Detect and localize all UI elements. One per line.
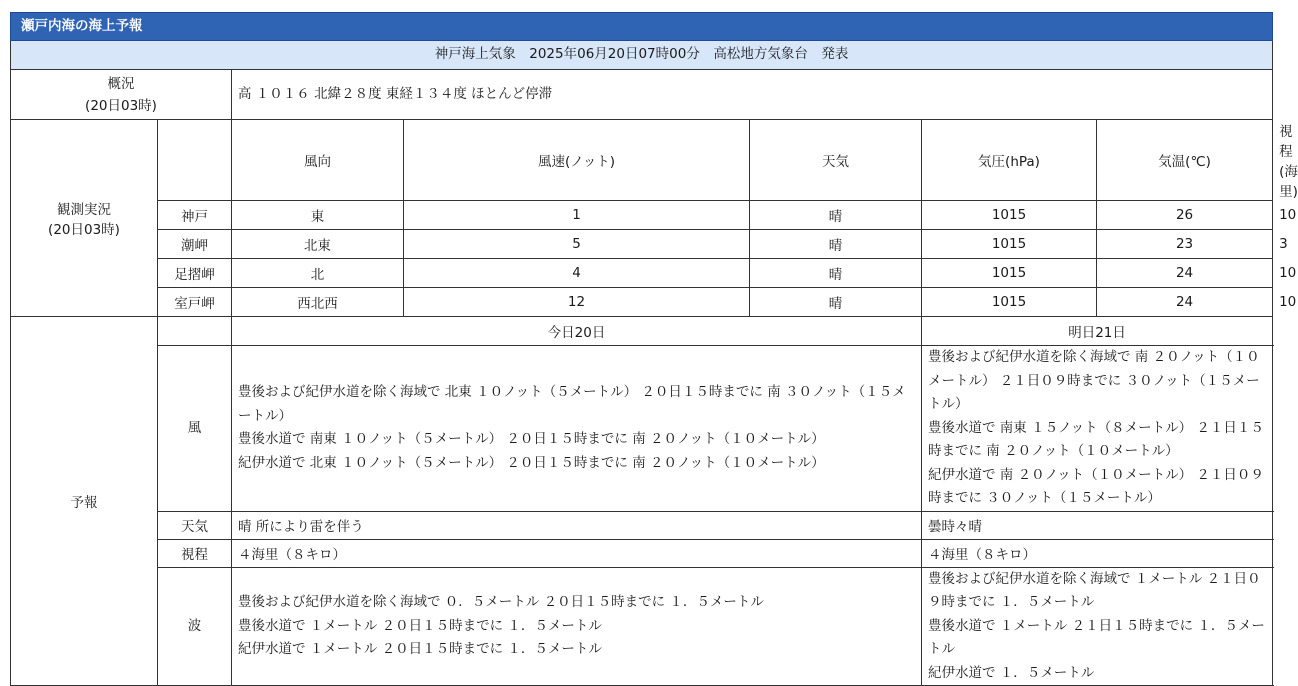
wind-tomorrow-line: 豊後および紀伊水道を除く海域で 南 ２０ノット（１０メートル） ２１日０９時までに ３０ノット（１５メートル） — [928, 349, 1260, 412]
column-header: 天気 — [750, 120, 922, 201]
visibility-today: ４海里（８キロ） — [232, 539, 922, 567]
observation-label-line2: (20日03時) — [48, 222, 120, 238]
weather-tomorrow: 曇時々晴 — [922, 511, 1273, 539]
waves-today-line: 豊後水道で １メートル ２０日１５時までに １．５メートル — [238, 617, 602, 634]
overview-text: 高 １０１６ 北緯２８度 東経１３４度 ほとんど停滞 — [232, 70, 1273, 120]
weather: 晴 — [750, 230, 922, 259]
wind-tomorrow-line: 豊後水道で 南東 １５ノット（８メートル） ２１日１５時までに 南 ２０ノット（１０メートル） — [928, 419, 1264, 459]
wind-speed: 12 — [404, 288, 750, 317]
forecast-header-row — [11, 317, 1273, 346]
pressure: 1015 — [922, 201, 1097, 230]
station-header-cell — [158, 120, 232, 201]
column-header: 気温(℃) — [1097, 120, 1273, 201]
column-header: 風向 — [232, 120, 404, 201]
forecast-panel — [10, 12, 1298, 686]
observation-header-row: 観測実況 (20日03時) 風向 風速(ノット) 天気 気圧(hPa) 気温(℃) 視程(海里) — [11, 120, 1273, 201]
waves-today-line: 豊後および紀伊水道を除く海域で ０．５メートル ２０日１５時までに １．５メートル — [238, 594, 764, 610]
waves-tomorrow-line: 豊後および紀伊水道を除く海域で １メートル ２１日０９時までに １．５メートル — [928, 570, 1261, 610]
wind-speed: 4 — [404, 259, 750, 288]
wind-tomorrow-line: 紀伊水道で 南 ２０ノット（１０メートル） ２１日０９時までに ３０ノット（１５メートル） — [928, 466, 1264, 506]
weather: 晴 — [750, 259, 922, 288]
page-title: 瀬戸内海の海上予報 — [11, 13, 1273, 41]
tomorrow-header: 明日21日 — [922, 317, 1273, 346]
temperature: 26 — [1097, 201, 1273, 230]
pressure: 1015 — [922, 230, 1097, 259]
station-name: 潮岬 — [158, 230, 232, 259]
wind-direction: 西北西 — [232, 288, 404, 317]
temperature: 24 — [1097, 259, 1273, 288]
overview-row — [11, 70, 1273, 120]
station-name: 足摺岬 — [158, 259, 232, 288]
station-name: 室戸岬 — [158, 288, 232, 317]
marine-forecast-table — [10, 12, 1298, 686]
issue-info: 神戸海上気象 2025年06月20日07時00分 高松地方気象台 発表 — [11, 41, 1273, 70]
waves-tomorrow — [922, 567, 1273, 686]
pressure: 1015 — [922, 259, 1097, 288]
wind-today — [232, 346, 922, 512]
forecast-wind-row — [11, 346, 1273, 512]
waves-tomorrow-line: 豊後水道で １メートル ２１日１５時までに １．５メートル — [928, 617, 1265, 657]
weather: 晴 — [750, 201, 922, 230]
observation-row: 潮岬 北東 5 晴 1015 23 3 — [11, 230, 1273, 259]
wind-direction: 東 — [232, 201, 404, 230]
weather-label: 天気 — [158, 511, 232, 539]
wind-speed: 5 — [404, 230, 750, 259]
pressure: 1015 — [922, 288, 1097, 317]
forecast-visibility-row — [11, 539, 1273, 567]
wind-today-line: 豊後水道で 南東 １０ノット（５メートル） ２０日１５時までに 南 ２０ノット（１０メートル） — [238, 431, 825, 448]
visibility-label: 視程 — [158, 539, 232, 567]
wind-today-line: 豊後および紀伊水道を除く海域で 北東 １０ノット（５メートル） ２０日１５時までに 南 ３０ノット（１５メートル） — [238, 384, 906, 424]
forecast-weather-row — [11, 511, 1273, 539]
weather-today: 晴 所により雷を伴う — [232, 511, 922, 539]
overview-label-line1: 概況 — [107, 75, 135, 92]
wind-tomorrow — [922, 346, 1273, 512]
overview-label — [11, 70, 232, 120]
waves-today — [232, 567, 922, 686]
observation-row: 神戸 東 1 晴 1015 26 10 — [11, 201, 1273, 230]
wind-today-line: 紀伊水道で 北東 １０ノット（５メートル） ２０日１５時までに 南 ２０ノット（１０メートル） — [238, 454, 825, 471]
observation-label — [11, 120, 158, 317]
forecast-label: 予報 — [11, 317, 158, 686]
station-name: 神戸 — [158, 201, 232, 230]
waves-label: 波 — [158, 567, 232, 686]
waves-today-line: 紀伊水道で １メートル ２０日１５時までに １．５メートル — [238, 641, 602, 657]
visibility-tomorrow: ４海里（８キロ） — [922, 539, 1273, 567]
forecast-item-header-cell — [158, 317, 232, 346]
temperature: 24 — [1097, 288, 1273, 317]
today-header: 今日20日 — [232, 317, 922, 346]
wind-speed: 1 — [404, 201, 750, 230]
forecast-waves-row — [11, 567, 1273, 686]
wind-direction: 北東 — [232, 230, 404, 259]
wind-direction: 北 — [232, 259, 404, 288]
wind-label: 風 — [158, 346, 232, 512]
temperature: 23 — [1097, 230, 1273, 259]
weather: 晴 — [750, 288, 922, 317]
overview-label-line2: (20日03時) — [85, 97, 157, 114]
column-header: 風速(ノット) — [404, 120, 750, 201]
observation-row: 足摺岬 北 4 晴 1015 24 10 — [11, 259, 1273, 288]
waves-tomorrow-line: 紀伊水道で １．５メートル — [928, 664, 1095, 681]
observation-row: 室戸岬 西北西 12 晴 1015 24 10 — [11, 288, 1273, 317]
observation-label-line1: 観測実況 — [57, 202, 111, 218]
column-header: 気圧(hPa) — [922, 120, 1097, 201]
